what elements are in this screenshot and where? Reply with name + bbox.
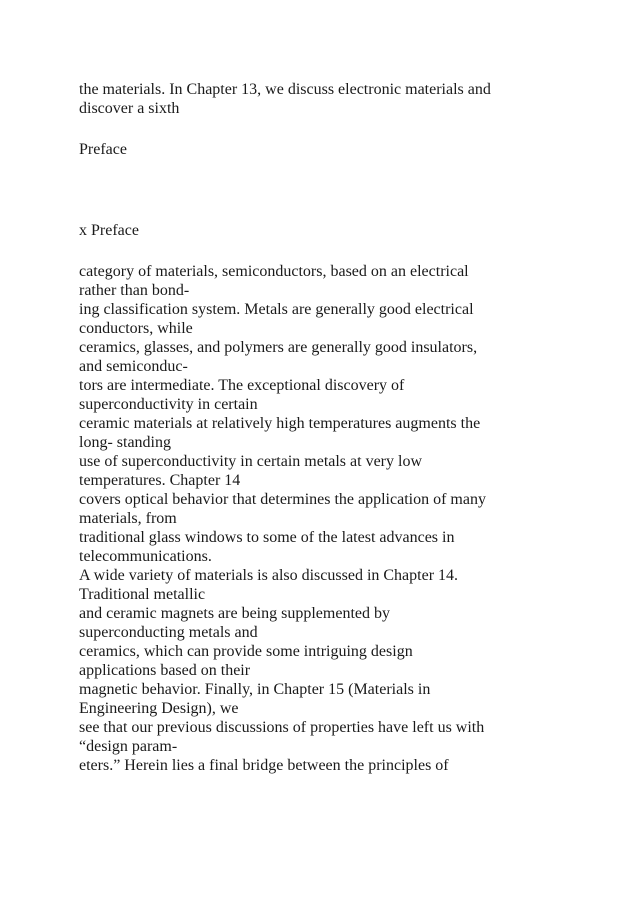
text-line: telecommunications. [79,548,212,565]
text-line: traditional glass windows to some of the latest advances in [79,529,455,546]
section-label [79,140,599,159]
text-line: A wide variety of materials is also discussed in Chapter 14. [79,567,459,584]
text-line: ing classification system. Metals are generally good electrical [79,301,474,318]
text-line: “design param- [79,738,178,755]
intro-paragraph [79,80,599,118]
text-line: the materials. In Chapter 13, we discuss electronic materials and [79,81,491,98]
text-line: magnetic behavior. Finally, in Chapter 15 (Materials in [79,681,431,698]
text-line: use of superconductivity in certain metals at very low [79,453,423,470]
text-line: ceramics, glasses, and polymers are generally good insulators, [79,339,478,356]
text-line: materials, from [79,510,177,527]
text-line: long- standing [79,434,171,451]
text-line: and semiconduc- [79,358,188,375]
text-line: Traditional metallic [79,586,206,603]
running-head-text: x Preface [79,222,139,239]
text-line: eters.” Herein lies a final bridge between the principles of [79,757,449,774]
text-line: rather than bond- [79,282,190,299]
text-line: category of materials, semiconductors, based on an electrical [79,263,469,280]
text-line: ceramics, which can provide some intriguing design [79,643,413,660]
text-line: discover a sixth [79,100,180,117]
text-line: tors are intermediate. The exceptional discovery of [79,377,405,394]
text-line: superconductivity in certain [79,396,258,413]
text-line: superconducting metals and [79,624,258,641]
text-line: applications based on their [79,662,251,679]
text-line: and ceramic magnets are being supplemented by [79,605,390,622]
text-line: conductors, while [79,320,193,337]
text-line: ceramic materials at relatively high temperatures augments the [79,415,481,432]
text-line: Engineering Design), we [79,700,239,717]
running-head [79,221,599,240]
text-line: covers optical behavior that determines the application of many [79,491,486,508]
section-label-text: Preface [79,141,127,158]
body-paragraph [79,262,599,775]
text-line: temperatures. Chapter 14 [79,472,241,489]
text-line: see that our previous discussions of properties have left us with [79,719,485,736]
